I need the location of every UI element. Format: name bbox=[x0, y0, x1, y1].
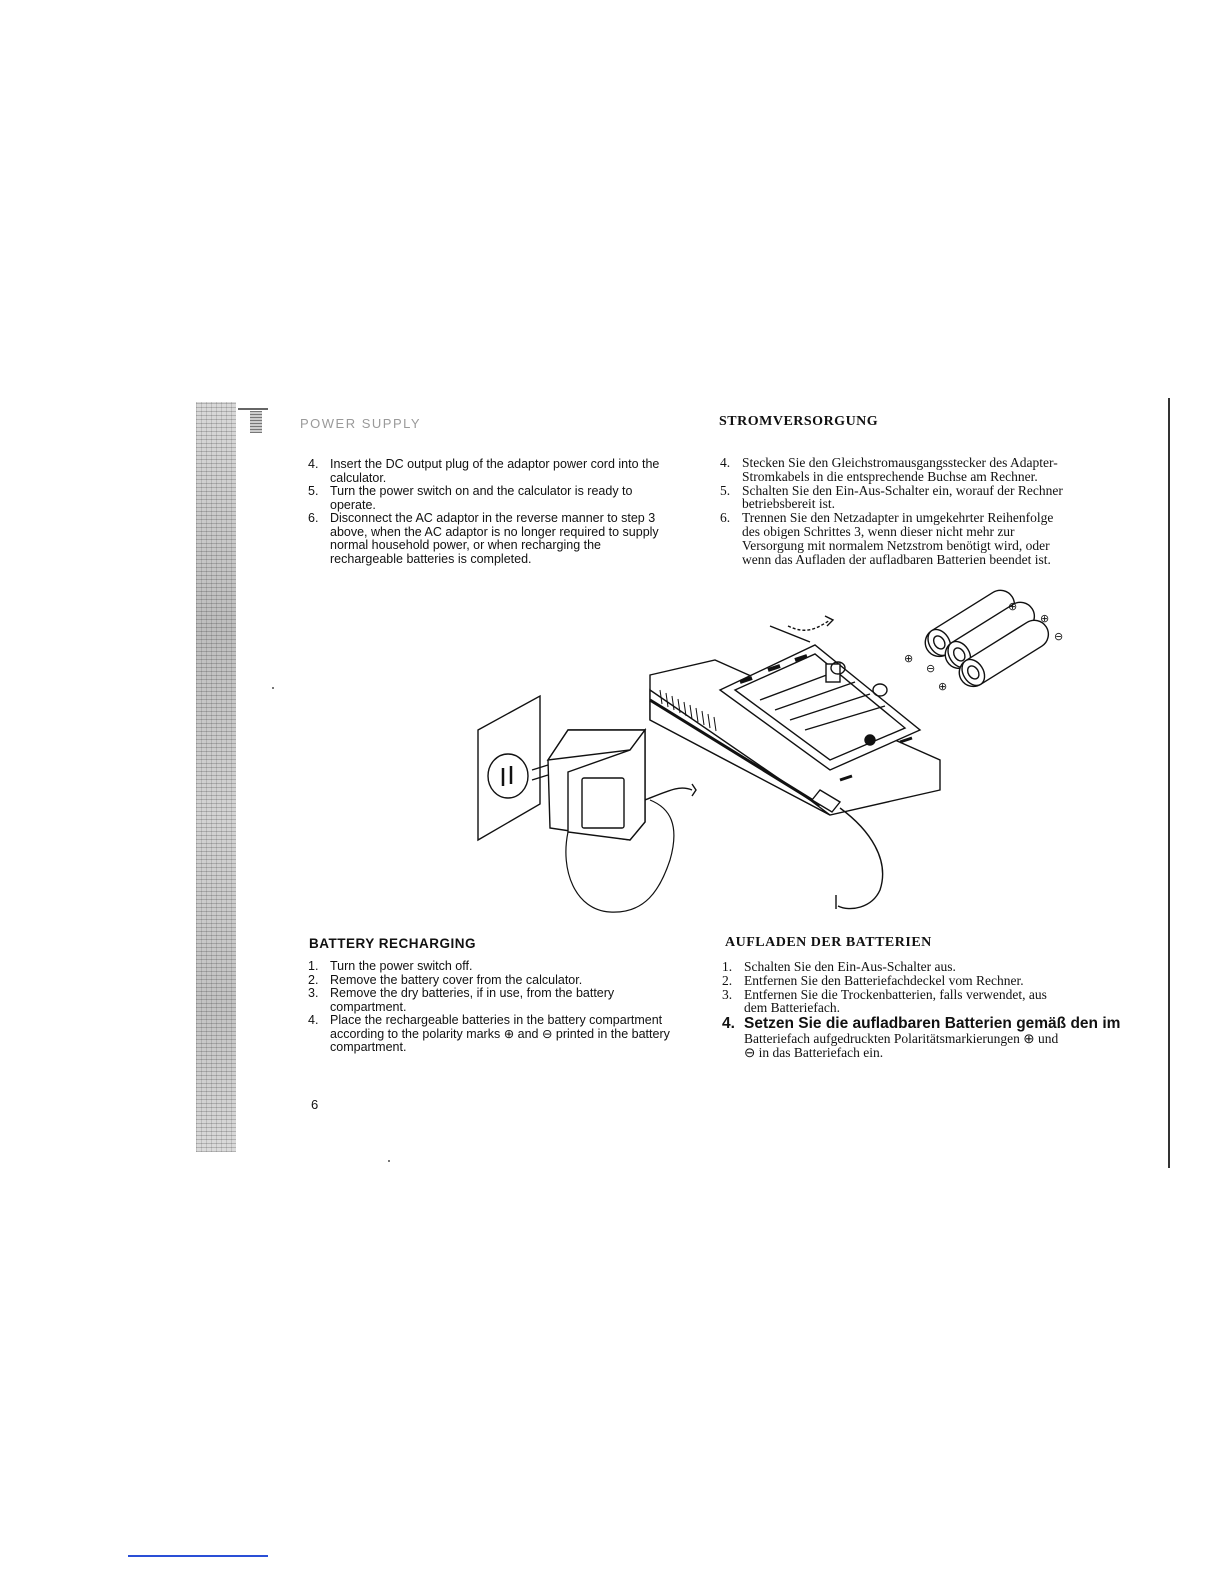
bottom-underline bbox=[128, 1555, 268, 1557]
calculator-body bbox=[650, 616, 940, 909]
plus-mark: ⊕ bbox=[904, 652, 914, 665]
list-item: 1. Turn the power switch off. bbox=[308, 959, 473, 973]
list-item: 2. Entfernen Sie den Batteriefachdeckel vom Rechner. bbox=[722, 972, 1024, 988]
list-item: 4. Stecken Sie den Gleichstromausgangsstecker des Adapter-Stromkabels in die entsprechende Buchse am Rechner. bbox=[720, 455, 1058, 484]
page-number: 6 bbox=[311, 1097, 319, 1112]
corner-rule bbox=[238, 408, 268, 410]
minus-mark: ⊖ bbox=[926, 662, 936, 675]
ac-adaptor bbox=[532, 730, 696, 912]
minus-mark: ⊖ bbox=[1054, 630, 1064, 643]
list-item: 6. Trennen Sie den Netzadapter in umgekehrter Reihenfolge des obigen Schrittes 3, wenn dieser nicht mehr zur Versorgung mit normalem Netzstrom benötigt wird, oder wenn das Aufladen der aufladbaren Batterien beendet ist. bbox=[720, 510, 1054, 567]
list-item: 6. Disconnect the AC adaptor in the reverse manner to step 3 above, when the AC adaptor is no longer required to supply normal household power, or when recharging the rechargeable batteries is completed. bbox=[308, 511, 659, 566]
aufladen-heading: AUFLADEN DER BATTERIEN bbox=[725, 935, 932, 950]
wall-outlet bbox=[478, 696, 540, 840]
plus-mark: ⊕ bbox=[938, 680, 948, 693]
corner-mark bbox=[250, 411, 262, 433]
section-header-english: POWER SUPPLY bbox=[300, 416, 422, 431]
list-item: 5. Turn the power switch on and the calculator is ready to operate. bbox=[308, 484, 633, 512]
list-item: 1. Schalten Sie den Ein-Aus-Schalter aus. bbox=[722, 959, 956, 974]
page-edge-rule bbox=[1168, 398, 1170, 1168]
scan-edge-artifact bbox=[196, 402, 236, 1152]
list-item: 4. Insert the DC output plug of the adaptor power cord into the calculator. bbox=[308, 457, 660, 485]
list-item: 4. Place the rechargeable batteries in the battery compartment according to the polarity marks ⊕ and ⊖ printed in the battery compartment. bbox=[308, 1013, 670, 1054]
list-item: 2. Remove the battery cover from the calculator. bbox=[308, 972, 583, 987]
english-steps-continued bbox=[308, 458, 678, 566]
list-item: 3. Entfernen Sie die Trockenbatterien, falls verwendet, aus dem Batteriefach. bbox=[722, 986, 1047, 1016]
plus-mark: ⊕ bbox=[1008, 600, 1018, 613]
battery-recharging-steps bbox=[308, 960, 688, 1055]
adaptor-and-battery-illustration bbox=[470, 590, 1080, 920]
german-steps-continued bbox=[720, 456, 1064, 566]
aufladen-steps bbox=[722, 959, 1121, 1060]
plus-mark: ⊕ bbox=[1040, 612, 1050, 625]
section-header-german: STROMVERSORGUNG bbox=[719, 414, 879, 429]
list-item: 4. Setzen Sie die aufladbaren Batterien gemäß den im Batteriefach aufgedruckten Polaritätsmarkierungen ⊕ und ⊖ in das Batteriefach ein. bbox=[722, 1015, 1121, 1060]
scan-speck bbox=[388, 1160, 390, 1162]
rechargeable-batteries bbox=[920, 585, 1054, 692]
scan-speck bbox=[272, 687, 274, 689]
list-item: 5. Schalten Sie den Ein-Aus-Schalter ein, worauf der Rechner betriebsbereit ist. bbox=[720, 482, 1063, 512]
list-item: 3. Remove the dry batteries, if in use, from the battery compartment. bbox=[308, 986, 615, 1014]
battery-recharging-heading: BATTERY RECHARGING bbox=[309, 936, 477, 951]
